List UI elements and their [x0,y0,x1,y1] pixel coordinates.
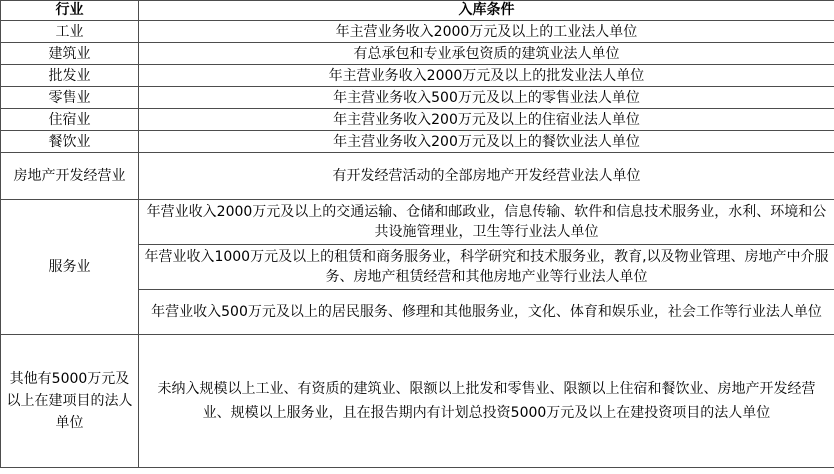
table-row [1,65,834,87]
table-row [1,87,834,109]
condition-real-estate: 有开发经营活动的全部房地产开发经营业法人单位 [139,153,834,200]
header-condition: 入库条件 [139,1,834,21]
condition-wholesale: 年主营业务收入2000万元及以上的批发业法人单位 [139,65,834,87]
industry-catering: 餐饮业 [1,131,139,153]
header-row [1,1,834,21]
condition-retail: 年主营业务收入500万元及以上的零售业法人单位 [139,87,834,109]
table-row [1,153,834,200]
industry-real-estate: 房地产开发经营业 [1,153,139,200]
table-row [1,131,834,153]
table-row [1,109,834,131]
condition-construction: 有总承包和专业承包资质的建筑业法人单位 [139,43,834,65]
industry-construction: 建筑业 [1,43,139,65]
industry-services: 服务业 [1,200,139,335]
condition-catering: 年主营业务收入200万元及以上的餐饮业法人单位 [139,131,834,153]
condition-services-2: 年营业收入1000万元及以上的租赁和商务服务业，科学研究和技术服务业，教育,以及物业管理、房地产中介服务、房地产租赁经营和其他房地产业等行业法人单位 [139,245,834,290]
table-row [1,200,834,245]
condition-accommodation: 年主营业务收入200万元及以上的住宿业法人单位 [139,109,834,131]
industry-accommodation: 住宿业 [1,109,139,131]
table-row [1,43,834,65]
condition-other: 未纳入规模以上工业、有资质的建筑业、限额以上批发和零售业、限额以上住宿和餐饮业、房地产开发经营业、规模以上服务业，且在报告期内有计划总投资5000万元及以上在建投资项目的法人单位 [139,335,834,468]
header-industry: 行业 [1,1,139,21]
condition-services-3: 年营业收入500万元及以上的居民服务、修理和其他服务业，文化、体育和娱乐业，社会工作等行业法人单位 [139,290,834,335]
table-row [1,335,834,468]
industry-industrial: 工业 [1,21,139,43]
condition-industrial: 年主营业务收入2000万元及以上的工业法人单位 [139,21,834,43]
industry-retail: 零售业 [1,87,139,109]
industry-other: 其他有5000万元及以上在建项目的法人单位 [1,335,139,468]
table-row [1,21,834,43]
industry-wholesale: 批发业 [1,65,139,87]
condition-services-1: 年营业收入2000万元及以上的交通运输、仓储和邮政业，信息传输、软件和信息技术服务业，水利、环境和公共设施管理业，卫生等行业法人单位 [139,200,834,245]
